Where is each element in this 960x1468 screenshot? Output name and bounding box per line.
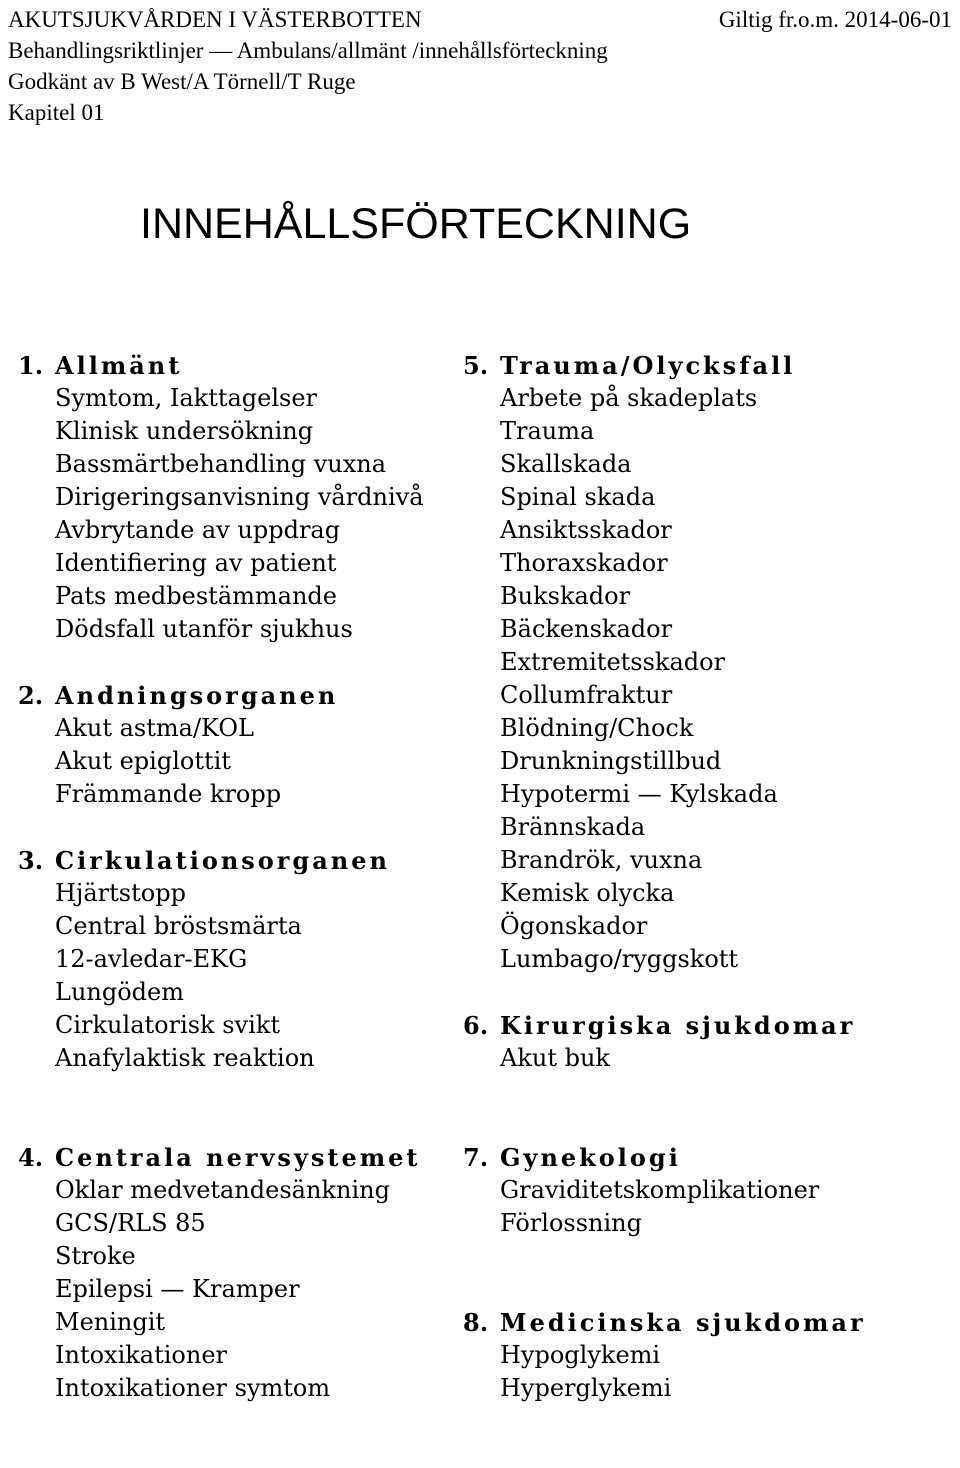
- toc-section-cirkulationsorganen: [18, 844, 438, 1075]
- toc-item[interactable]: Akut astma/KOL: [55, 714, 254, 742]
- toc-item[interactable]: Dirigeringsanvisning vårdnivå: [55, 483, 424, 511]
- document-header: [8, 4, 952, 128]
- page-title: INNEHÅLLSFÖRTECKNING: [140, 200, 692, 248]
- section-number: 1.: [18, 351, 44, 380]
- section-title: Kirurgiska sjukdomar: [500, 1011, 856, 1040]
- section-heading[interactable]: [18, 1141, 438, 1174]
- spacer: [463, 976, 943, 1009]
- section-title: Medicinska sjukdomar: [500, 1308, 866, 1337]
- toc-section-allmant: [18, 349, 438, 646]
- chapter-line: Kapitel 01: [8, 100, 105, 125]
- toc-item[interactable]: GCS/RLS 85: [55, 1209, 206, 1237]
- section-heading[interactable]: [463, 1009, 943, 1042]
- toc-item[interactable]: Intoxikationer: [55, 1341, 227, 1369]
- section-number: 3.: [18, 846, 44, 875]
- toc-item[interactable]: Främmande kropp: [55, 780, 282, 808]
- toc-item[interactable]: Brandrök, vuxna: [500, 846, 703, 874]
- toc-item[interactable]: Cirkulatorisk svikt: [55, 1011, 280, 1039]
- toc-item[interactable]: Identifiering av patient: [55, 549, 337, 577]
- toc-item[interactable]: Dödsfall utanför sjukhus: [55, 615, 353, 643]
- toc-item[interactable]: Brännskada: [500, 813, 646, 841]
- toc-item[interactable]: Intoxikationer symtom: [55, 1374, 331, 1402]
- toc-item[interactable]: Avbrytande av uppdrag: [55, 516, 341, 544]
- toc-item[interactable]: Lungödem: [55, 978, 184, 1006]
- section-number: 6.: [463, 1011, 489, 1040]
- section-heading[interactable]: [18, 844, 438, 877]
- toc-item[interactable]: Bäckenskador: [500, 615, 673, 643]
- toc-item[interactable]: Pats medbestämmande: [55, 582, 337, 610]
- valid-from: Giltig fr.o.m. 2014-06-01: [718, 7, 952, 32]
- spacer: [463, 1273, 943, 1306]
- spacer: [18, 811, 438, 844]
- spacer: [18, 1075, 438, 1108]
- toc-item[interactable]: Graviditetskomplikationer: [500, 1176, 820, 1204]
- section-number: 8.: [463, 1308, 489, 1337]
- toc-item[interactable]: Hjärtstopp: [55, 879, 186, 907]
- toc-item[interactable]: Akut buk: [500, 1044, 610, 1072]
- toc-item[interactable]: Meningit: [55, 1308, 166, 1336]
- approved-by-line: Godkänt av B West/A Törnell/T Ruge: [8, 69, 356, 94]
- spacer: [463, 1240, 943, 1273]
- toc-item[interactable]: Trauma: [500, 417, 595, 445]
- toc-item[interactable]: Stroke: [55, 1242, 136, 1270]
- org-name: AKUTSJUKVÅRDEN I VÄSTERBOTTEN: [8, 7, 422, 32]
- spacer: [18, 1108, 438, 1141]
- toc-section-gynekologi: [463, 1141, 943, 1240]
- toc-right-column: [463, 349, 943, 1405]
- toc-item[interactable]: Arbete på skadeplats: [500, 384, 758, 412]
- toc-item[interactable]: Kemisk olycka: [500, 879, 675, 907]
- toc-item[interactable]: Thoraxskador: [500, 549, 668, 577]
- section-title: Allmänt: [55, 351, 183, 380]
- toc-item[interactable]: Spinal skada: [500, 483, 656, 511]
- section-title: Andningsorganen: [55, 681, 339, 710]
- toc-item[interactable]: Central bröstsmärta: [55, 912, 302, 940]
- toc-item[interactable]: Epilepsi — Kramper: [55, 1275, 300, 1303]
- section-number: 7.: [463, 1143, 489, 1172]
- section-heading[interactable]: [463, 349, 943, 382]
- toc-item[interactable]: Oklar medvetandesänkning: [55, 1176, 390, 1204]
- section-heading[interactable]: [463, 1306, 943, 1339]
- section-number: 2.: [18, 681, 44, 710]
- toc-item[interactable]: 12-avledar-EKG: [55, 945, 248, 973]
- spacer: [18, 646, 438, 679]
- toc-item[interactable]: Bukskador: [500, 582, 631, 610]
- toc-item[interactable]: Hypotermi — Kylskada: [500, 780, 778, 808]
- section-title: Cirkulationsorganen: [55, 846, 390, 875]
- toc-item[interactable]: Förlossning: [500, 1209, 642, 1237]
- toc-item[interactable]: Symtom, Iakttagelser: [55, 384, 318, 412]
- section-heading[interactable]: [18, 679, 438, 712]
- toc-item[interactable]: Bassmärtbehandling vuxna: [55, 450, 387, 478]
- section-number: 4.: [18, 1143, 44, 1172]
- section-title: Gynekologi: [500, 1143, 681, 1172]
- toc-item[interactable]: Skallskada: [500, 450, 632, 478]
- toc-item[interactable]: Extremitetsskador: [500, 648, 726, 676]
- toc-section-kirurgiska-sjukdomar: [463, 1009, 943, 1075]
- toc-item[interactable]: Lumbago/ryggskott: [500, 945, 739, 973]
- section-heading[interactable]: [18, 349, 438, 382]
- toc-item[interactable]: Klinisk undersökning: [55, 417, 314, 445]
- header-line-org: [8, 4, 952, 35]
- toc-section-andningsorganen: [18, 679, 438, 811]
- spacer: [463, 1108, 943, 1141]
- toc-section-medicinska-sjukdomar: [463, 1306, 943, 1405]
- toc-item[interactable]: Collumfraktur: [500, 681, 673, 709]
- toc-item[interactable]: Hypoglykemi: [500, 1341, 661, 1369]
- guidelines-line: Behandlingsriktlinjer — Ambulans/allmänt /innehållsförteckning: [8, 38, 608, 63]
- section-number: 5.: [463, 351, 489, 380]
- toc-item[interactable]: Ögonskador: [500, 912, 648, 940]
- toc-section-centrala-nervsystemet: [18, 1141, 438, 1405]
- section-heading[interactable]: [463, 1141, 943, 1174]
- toc-item[interactable]: Drunkningstillbud: [500, 747, 722, 775]
- toc-left-column: [18, 349, 438, 1405]
- toc-item[interactable]: Akut epiglottit: [55, 747, 231, 775]
- toc-item[interactable]: Hyperglykemi: [500, 1374, 672, 1402]
- section-title: Centrala nervsystemet: [55, 1143, 421, 1172]
- toc-item[interactable]: Anafylaktisk reaktion: [55, 1044, 315, 1072]
- toc-item[interactable]: Blödning/Chock: [500, 714, 694, 742]
- toc-section-trauma: [463, 349, 943, 976]
- section-title: Trauma/Olycksfall: [500, 351, 796, 380]
- spacer: [463, 1075, 943, 1108]
- toc-item[interactable]: Ansiktsskador: [500, 516, 672, 544]
